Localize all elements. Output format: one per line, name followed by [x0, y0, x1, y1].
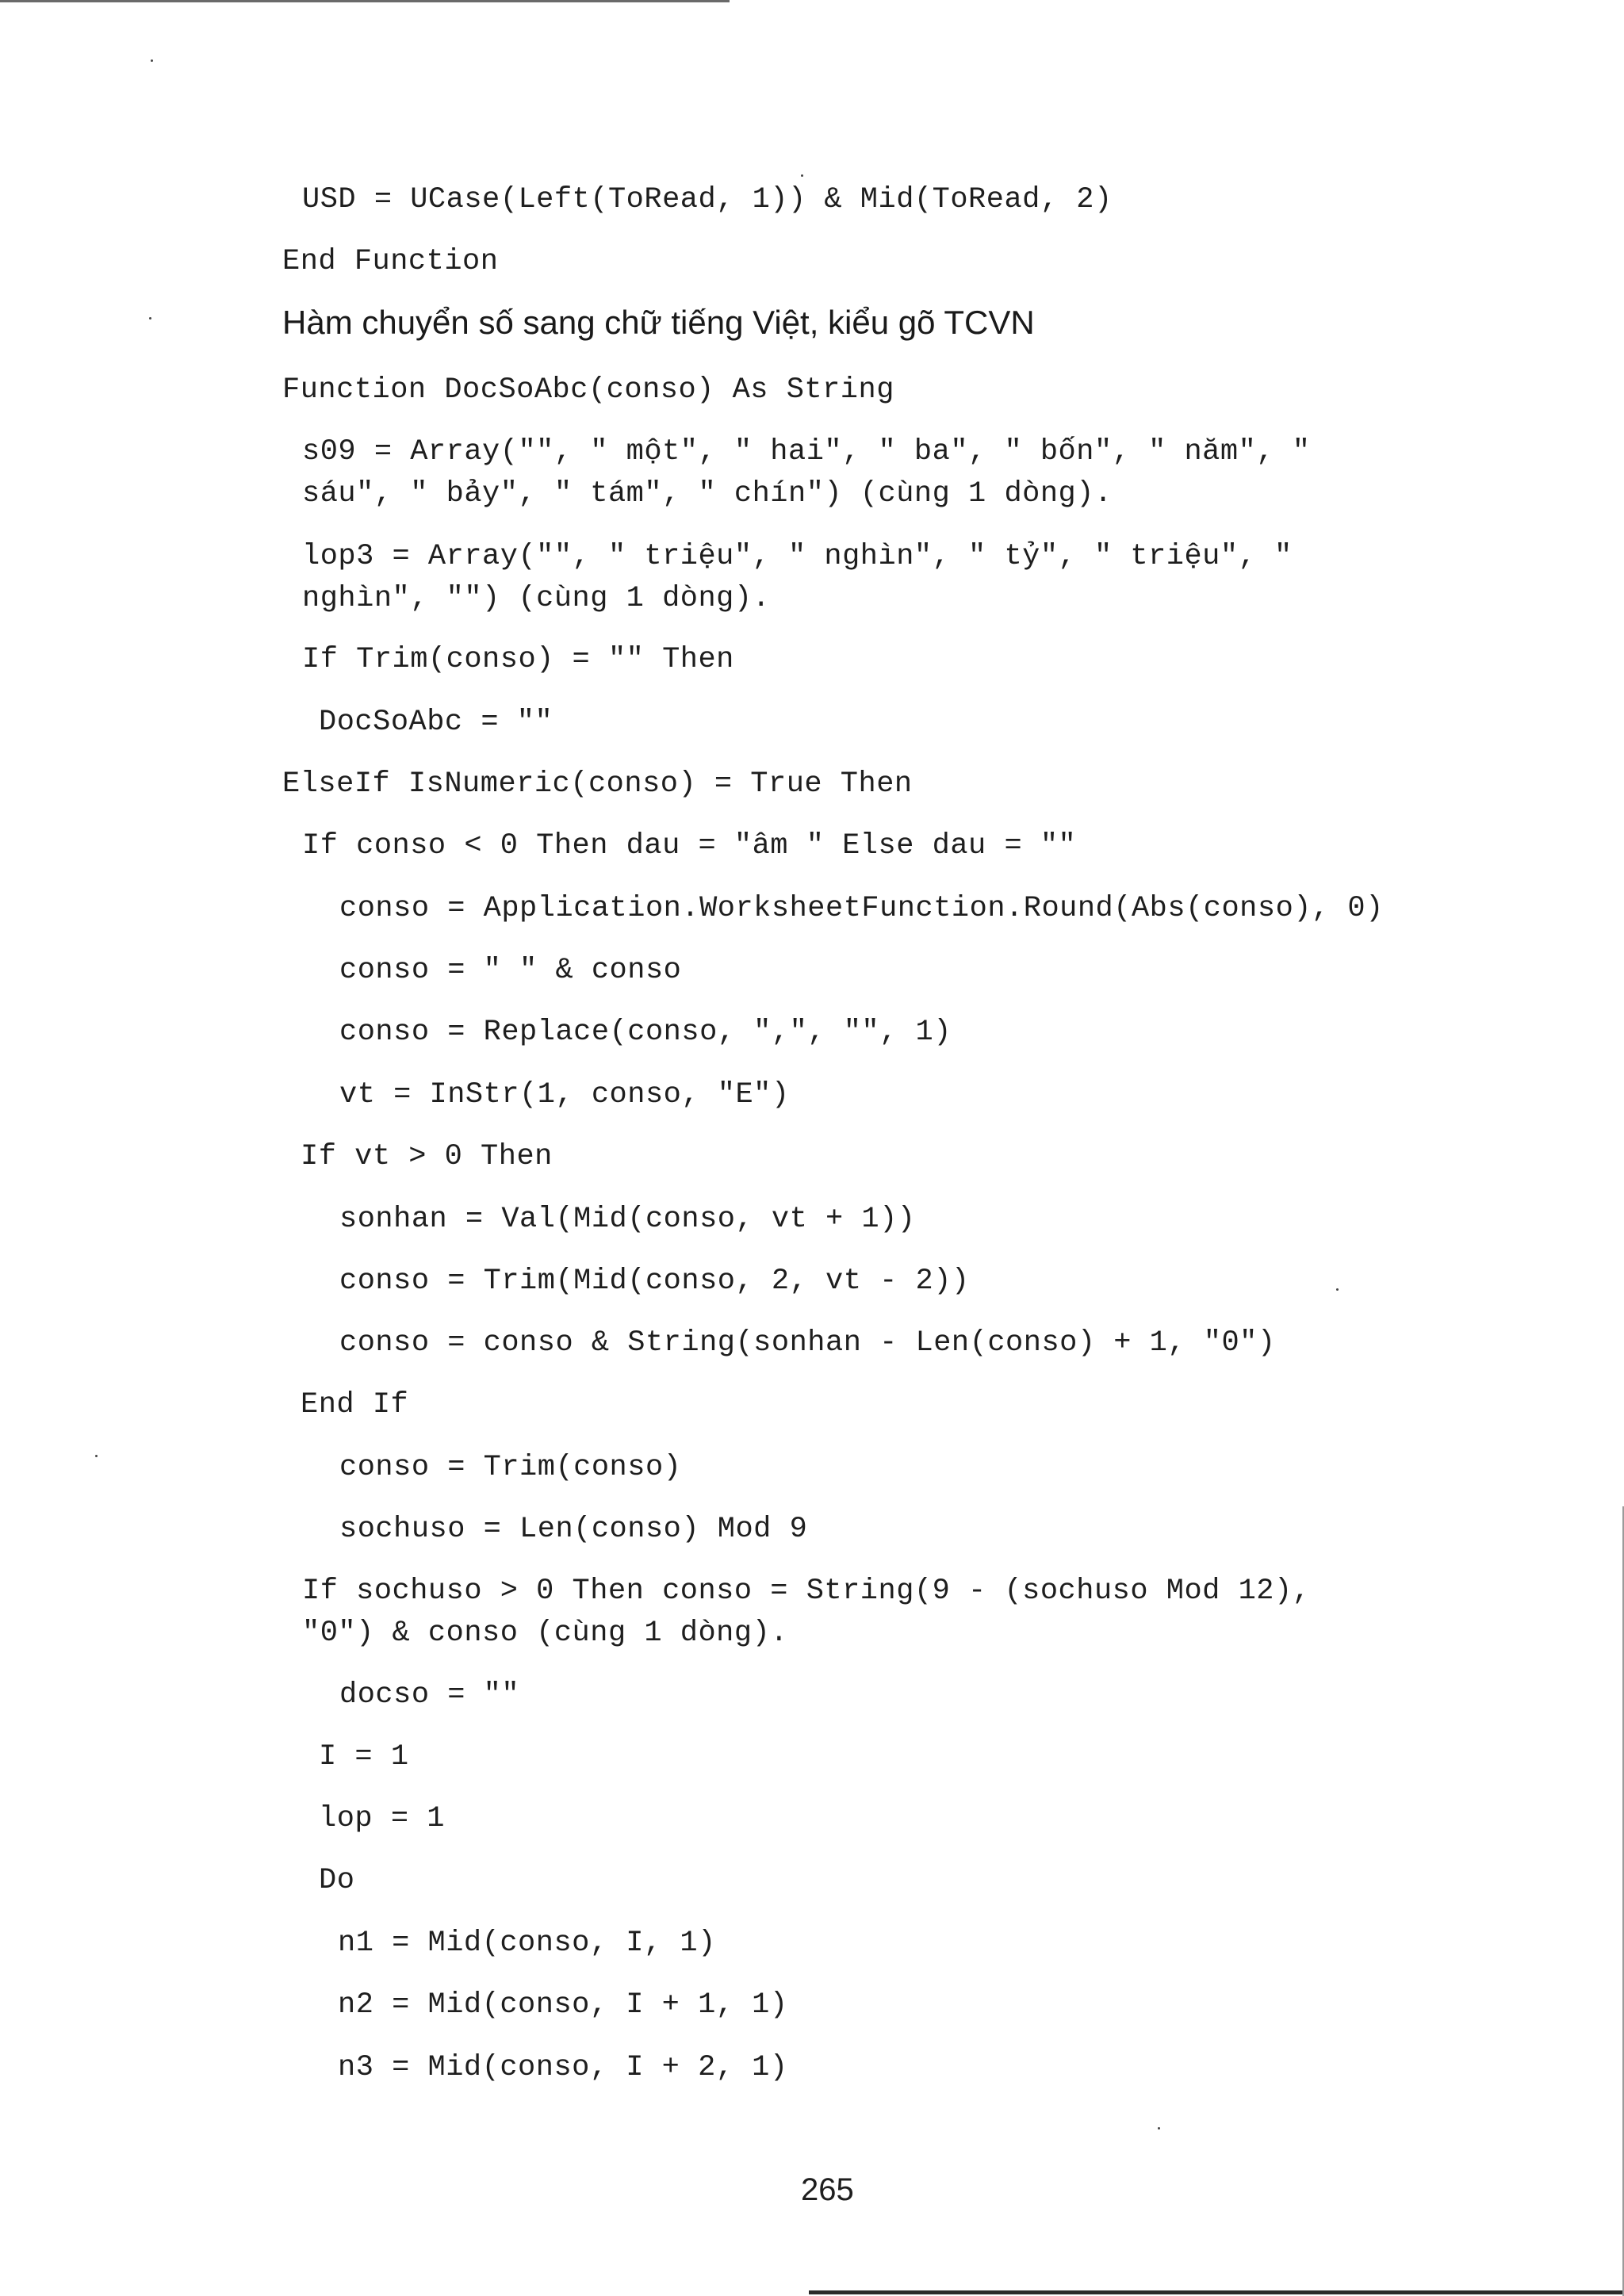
scan-speck	[95, 1455, 98, 1457]
scan-edge-top	[0, 0, 730, 2]
code-line: If vt > 0 Then	[301, 1140, 553, 1173]
code-line: I = 1	[319, 1740, 409, 1774]
code-line: If conso < 0 Then dau = "âm " Else dau = ""	[302, 829, 1077, 863]
code-line: lop = 1	[319, 1802, 445, 1835]
code-line: conso = Application.WorksheetFunction.Round(Abs(conso), 0)	[339, 892, 1384, 925]
page-number: 265	[801, 2172, 854, 2207]
code-line: lop3 = Array("", " triệu", " nghìn", " tỷ", " triệu", "	[302, 540, 1293, 573]
scan-speck	[801, 174, 803, 177]
code-line: Function DocSoAbc(conso) As String	[282, 373, 894, 407]
code-line: n1 = Mid(conso, I, 1)	[338, 1927, 716, 1960]
scan-speck	[151, 59, 153, 62]
code-line: vt = InStr(1, conso, "E")	[339, 1078, 790, 1112]
code-line: ElseIf IsNumeric(conso) = True Then	[282, 767, 913, 801]
code-line: n3 = Mid(conso, I + 2, 1)	[338, 2051, 788, 2084]
code-line: sonhan = Val(Mid(conso, vt + 1))	[339, 1203, 916, 1236]
code-line: USD = UCase(Left(ToRead, 1)) & Mid(ToRead, 2)	[302, 183, 1113, 216]
code-line: conso = conso & String(sonhan - Len(conso) + 1, "0")	[339, 1326, 1276, 1360]
scan-speck	[1336, 1288, 1339, 1291]
scan-speck	[1158, 2127, 1160, 2130]
code-line: If sochuso > 0 Then conso = String(9 - (sochuso Mod 12),	[302, 1575, 1311, 1608]
code-line: conso = Trim(Mid(conso, 2, vt - 2))	[339, 1265, 970, 1298]
code-line: End Function	[282, 245, 499, 278]
code-line: sáu", " bảy", " tám", " chín") (cùng 1 dòng).	[302, 477, 1113, 511]
code-line: If Trim(conso) = "" Then	[302, 643, 734, 676]
code-line: docso = ""	[339, 1678, 520, 1712]
code-line: conso = " " & conso	[339, 954, 682, 987]
code-line: s09 = Array("", " một", " hai", " ba", " bốn", " năm", "	[302, 435, 1311, 469]
code-line: "0") & conso (cùng 1 dòng).	[302, 1617, 788, 1650]
code-line: nghìn", "") (cùng 1 dòng).	[302, 582, 771, 615]
code-line: conso = Trim(conso)	[339, 1451, 682, 1484]
code-line: n2 = Mid(conso, I + 1, 1)	[338, 1988, 788, 2022]
scan-speck	[149, 317, 151, 320]
code-line: Do	[319, 1864, 355, 1897]
code-line: sochuso = Len(conso) Mod 9	[339, 1513, 808, 1546]
code-line: conso = Replace(conso, ",", "", 1)	[339, 1016, 952, 1049]
code-line: End If	[301, 1388, 409, 1422]
section-heading: Hàm chuyển số sang chữ tiếng Việt, kiểu gõ TCVN	[282, 304, 1035, 341]
scan-edge-bottom	[809, 2290, 1624, 2294]
code-line: DocSoAbc = ""	[319, 706, 553, 739]
